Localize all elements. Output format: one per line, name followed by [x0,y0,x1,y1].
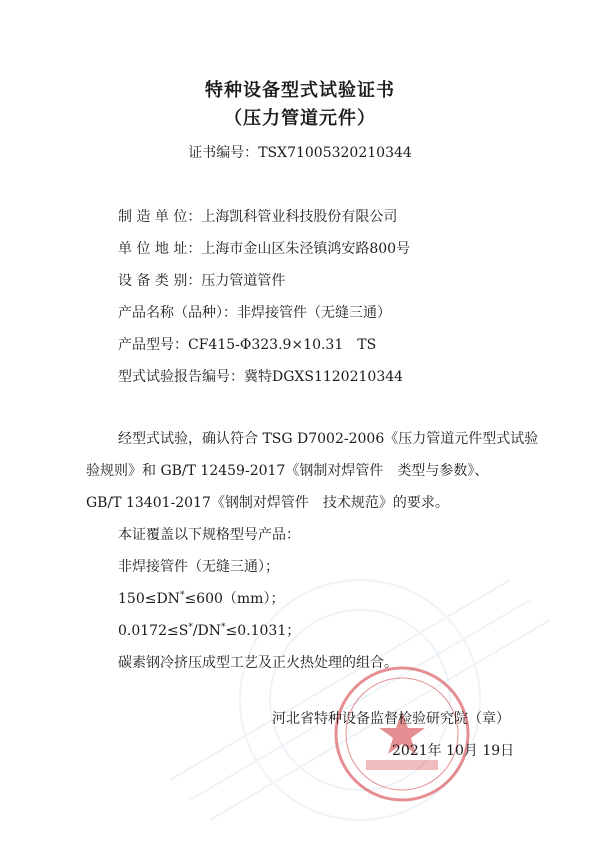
info-label: 单 位 地 址： [118,241,202,257]
info-value: 上海市金山区朱泾镇鸿安路800号 [201,241,411,257]
info-value: CF415-Φ323.9×10.31 TS [188,337,377,353]
certificate-number [0,142,600,162]
info-label: 设 备 类 别： [118,273,202,289]
statement-line-3: GB/T 13401-2017《钢制对焊管件 技术规范》的要求。 [86,495,449,511]
info-label: 型式试验报告编号： [118,369,244,385]
info-value: 上海凯科管业科技股份有限公司 [201,209,398,225]
info-row-category [118,270,285,290]
statement-line-1: 经型式试验，确认符合 TSG D7002-2006《压力管道元件型式试验 [118,431,539,447]
coverage-item-3-mid: /DN [192,623,222,639]
certificate-number-value: TSX71005320210344 [258,145,412,161]
superscript: * [221,622,226,633]
issuer-name: 河北省特种设备监督检验研究院（章） [272,711,510,727]
info-row-manufacturer [118,206,397,226]
coverage-item-4: 碳素钢冷挤压成型工艺及正火热处理的组合。 [118,655,398,671]
official-seal-icon [332,664,472,804]
issue-date: 2021年 10月 19日 [392,743,515,759]
coverage-item-2-a: 150≤DN [118,591,180,607]
coverage-intro: 本证覆盖以下规格型号产品： [118,527,300,543]
info-row-product-name [118,302,391,322]
info-value: 冀特DGXS1120210344 [244,369,404,385]
certificate-number-label: 证书编号： [188,145,259,161]
coverage-item-2 [118,588,284,608]
info-row-report-number [118,366,403,386]
info-value: 压力管道管件 [201,273,286,289]
coverage-item-3-b: ≤0.1031； [225,623,301,639]
info-row-address [118,238,410,258]
info-row-product-model [118,334,376,354]
info-label: 产品名称（品种）： [118,305,237,321]
statement-line-2: 验规则》和 GB/T 12459-2017《钢制对焊管件 类型与参数》、 [86,463,489,479]
superscript: * [179,590,185,601]
coverage-item-3-a: 0.0172≤S [118,623,189,639]
coverage-item-1: 非焊接管件（无缝三通）； [118,559,279,575]
coverage-item-3 [118,620,300,640]
info-label: 制 造 单 位： [118,209,202,225]
certificate-title: 特种设备型式试验证书 [205,80,395,101]
info-value: 非焊接管件（无缝三通） [237,305,391,321]
info-label: 产品型号： [118,337,188,353]
superscript: * [188,622,193,633]
certificate-subtitle: （压力管道元件） [224,108,376,129]
coverage-item-2-b: ≤600（mm）； [184,591,285,607]
